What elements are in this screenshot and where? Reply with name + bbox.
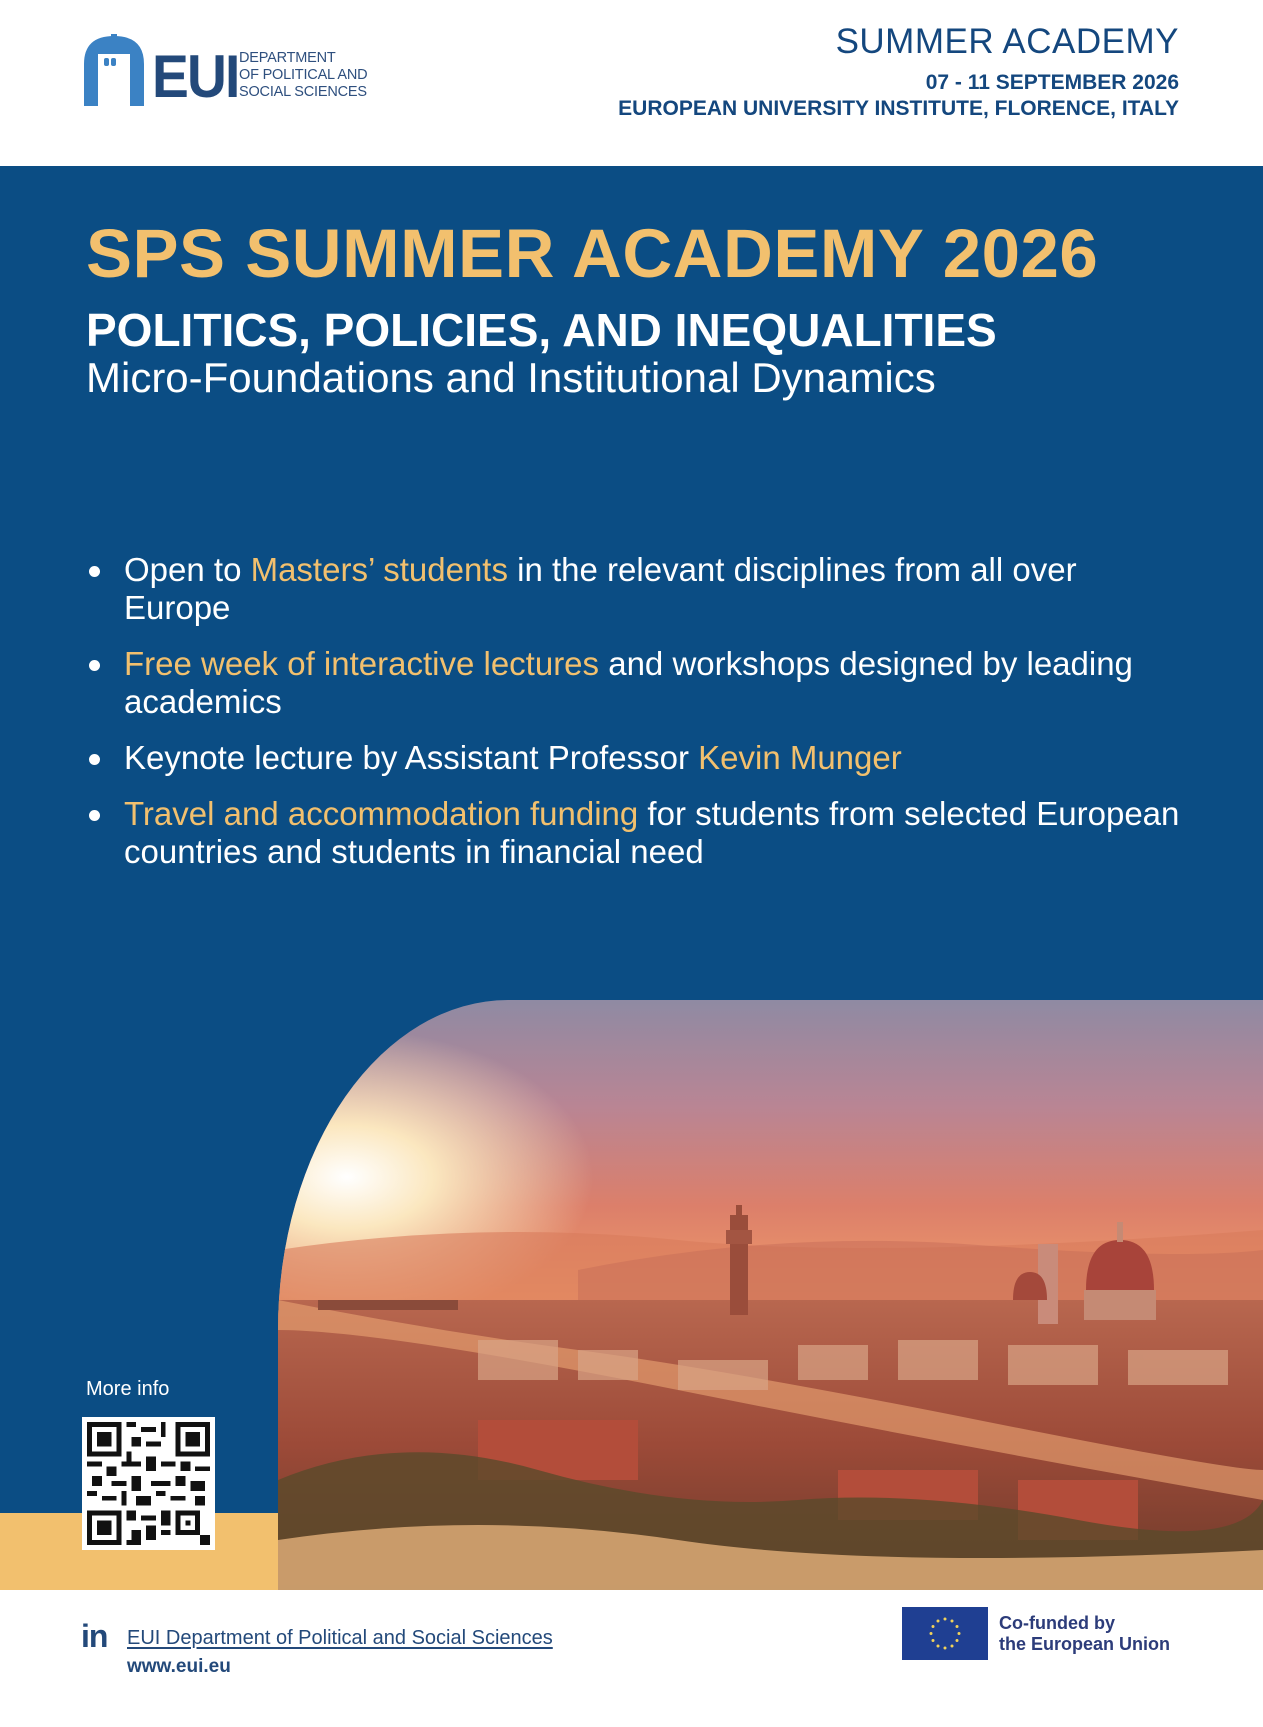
bullet-icon: [89, 754, 100, 765]
logo-wordmark: EUI: [152, 43, 239, 110]
feature-highlight: Kevin Munger: [698, 739, 902, 776]
event-dates: 07 - 11 SEPTEMBER 2026: [925, 71, 1179, 94]
eu-flag-icon: [902, 1607, 988, 1660]
logo-dept-line: SOCIAL SCIENCES: [239, 84, 367, 100]
cityscape-image: [278, 1000, 1263, 1590]
logo-department-text: [239, 50, 409, 101]
logo-dept-line: DEPARTMENT: [239, 50, 336, 66]
event-location: EUROPEAN UNIVERSITY INSTITUTE, FLORENCE, ITALY: [618, 97, 1179, 120]
eui-logo: [84, 34, 368, 110]
florence-photo: [278, 1000, 1263, 1590]
linkedin-link[interactable]: EUI Department of Political and Social Sciences: [127, 1627, 553, 1649]
website-link[interactable]: www.eui.eu: [127, 1656, 231, 1677]
feature-item: [86, 551, 1186, 627]
linkedin-icon[interactable]: in: [81, 1618, 108, 1654]
eu-funding-text: [999, 1613, 1170, 1655]
eu-funding-line: Co-funded by: [999, 1613, 1115, 1633]
bullet-icon: [89, 660, 100, 671]
bullet-icon: [89, 566, 100, 577]
footer: [0, 1590, 1263, 1727]
feature-item: [86, 645, 1186, 721]
eu-funding-line: the European Union: [999, 1634, 1170, 1654]
bullet-icon: [89, 810, 100, 821]
feature-highlight: Free week of interactive lectures: [124, 645, 600, 682]
feature-list: [86, 551, 1186, 889]
feature-text: Keynote lecture by Assistant Professor: [124, 739, 699, 776]
qr-code-icon[interactable]: [82, 1417, 215, 1550]
feature-text: in the relevant disciplines from all over Europe: [124, 551, 1077, 626]
header: [0, 0, 1263, 166]
more-info-label: More info: [86, 1378, 170, 1400]
arch-door-icon: [84, 34, 144, 106]
feature-text: and workshops designed by leading academics: [124, 645, 1133, 720]
logo-dept-line: OF POLITICAL AND: [239, 67, 368, 83]
page-subtitle: POLITICS, POLICIES, AND INEQUALITIES: [86, 304, 997, 356]
feature-text: for students from selected European countries and students in financial need: [124, 795, 1180, 870]
page-subheading: Micro-Foundations and Institutional Dynamics: [86, 354, 936, 401]
feature-highlight: Masters’ students: [250, 551, 508, 588]
academy-title: SUMMER ACADEMY: [835, 22, 1179, 61]
feature-item: [86, 739, 1186, 777]
feature-item: [86, 795, 1186, 871]
feature-text: Open to: [124, 551, 251, 588]
feature-highlight: Travel and accommodation funding: [124, 795, 639, 832]
event-info: [618, 22, 1179, 122]
page-title: SPS SUMMER ACADEMY 2026: [86, 215, 1099, 292]
